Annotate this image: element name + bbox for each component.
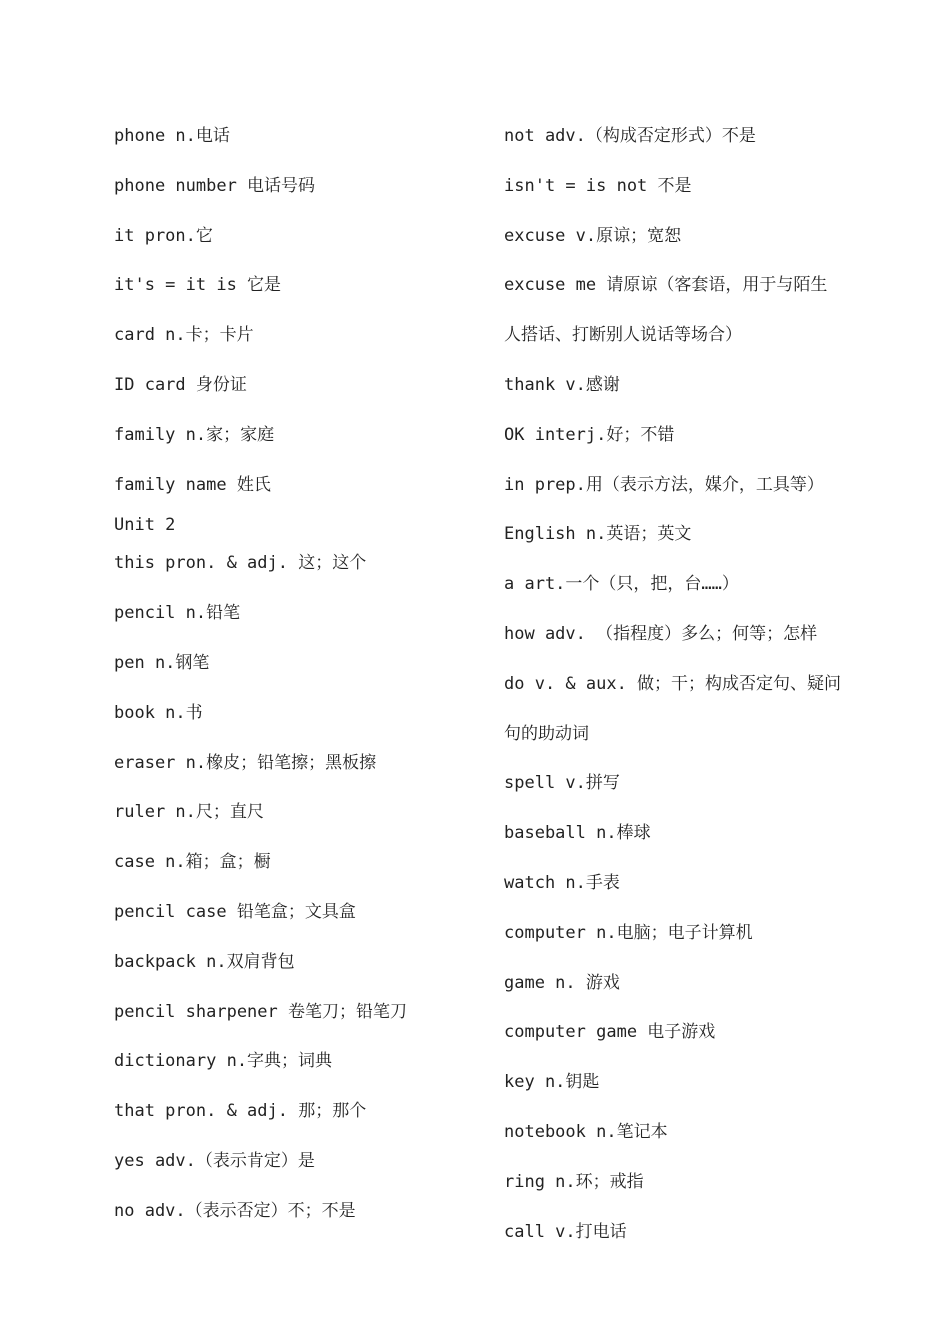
unit-heading: Unit 2 (114, 515, 176, 536)
vocab-entry-continuation: 句的助动词 (504, 723, 589, 744)
vocab-entry: excuse v.原谅；宽恕 (504, 225, 682, 246)
vocab-entry: backpack n.双肩背包 (114, 951, 295, 972)
vocab-entry: this pron. & adj. 这；这个 (114, 553, 367, 574)
vocab-entry: phone number 电话号码 (114, 175, 316, 196)
vocab-entry: how adv. （指程度）多么；何等；怎样 (504, 623, 818, 644)
vocab-entry: book n.书 (114, 702, 203, 723)
vocab-entry: computer game 电子游戏 (504, 1022, 716, 1043)
vocab-entry: watch n.手表 (504, 872, 620, 893)
vocab-entry: ruler n.尺；直尺 (114, 802, 264, 823)
vocab-entry: phone n.电话 (114, 126, 230, 146)
vocab-entry: excuse me 请原谅（客套语，用于与陌生 (504, 275, 828, 296)
vocab-entry: it pron.它 (114, 225, 213, 246)
vocab-entry: dictionary n.字典；词典 (114, 1051, 333, 1072)
right-column (504, 122, 874, 1267)
vocab-entry: notebook n.笔记本 (504, 1121, 668, 1142)
vocab-entry: OK interj.好；不错 (504, 424, 675, 445)
vocab-entry: pencil n.铅笔 (114, 603, 241, 624)
vocab-entry: isn't = is not 不是 (504, 175, 692, 196)
vocab-entry: no adv.（表示否定）不；不是 (114, 1200, 356, 1221)
vocab-entry: English n.英语；英文 (504, 524, 692, 545)
left-column (114, 122, 474, 1247)
vocab-entry: eraser n.橡皮；铅笔擦；黑板擦 (114, 752, 377, 773)
vocab-entry: case n.箱；盒；橱 (114, 852, 271, 873)
vocab-entry-continuation: 人搭话、打断别人说话等场合） (504, 325, 742, 346)
vocab-entry: it's = it is 它是 (114, 275, 282, 296)
vocab-entry: thank v.感谢 (504, 374, 620, 395)
vocab-entry: pen n.钢笔 (114, 652, 210, 673)
vocab-entry: spell v.拼写 (504, 773, 620, 794)
vocab-entry: a art.一个（只，把，台……） (504, 574, 739, 595)
vocab-entry: game n. 游戏 (504, 972, 620, 993)
vocab-entry: pencil sharpener 卷笔刀；铅笔刀 (114, 1001, 407, 1022)
vocab-entry: not adv.（构成否定形式）不是 (504, 126, 756, 146)
vocab-entry: baseball n.棒球 (504, 823, 651, 844)
vocab-entry: yes adv.（表示肯定）是 (114, 1150, 315, 1171)
vocab-entry: ID card 身份证 (114, 374, 247, 395)
vocab-entry: computer n.电脑；电子计算机 (504, 922, 753, 943)
vocab-entry: family name 姓氏 (114, 474, 271, 495)
vocab-entry: in prep.用（表示方法，媒介，工具等） (504, 474, 824, 495)
vocab-entry: card n.卡；卡片 (114, 325, 254, 346)
vocab-entry: key n.钥匙 (504, 1072, 600, 1093)
vocab-entry: do v. & aux. 做；干；构成否定句、疑问 (504, 673, 842, 694)
vocab-entry: call v.打电话 (504, 1221, 627, 1242)
vocab-entry: pencil case 铅笔盒；文具盒 (114, 901, 356, 922)
vocab-entry: ring n.环；戒指 (504, 1171, 644, 1192)
vocab-entry: that pron. & adj. 那；那个 (114, 1101, 367, 1122)
vocab-entry: family n.家；家庭 (114, 424, 275, 445)
